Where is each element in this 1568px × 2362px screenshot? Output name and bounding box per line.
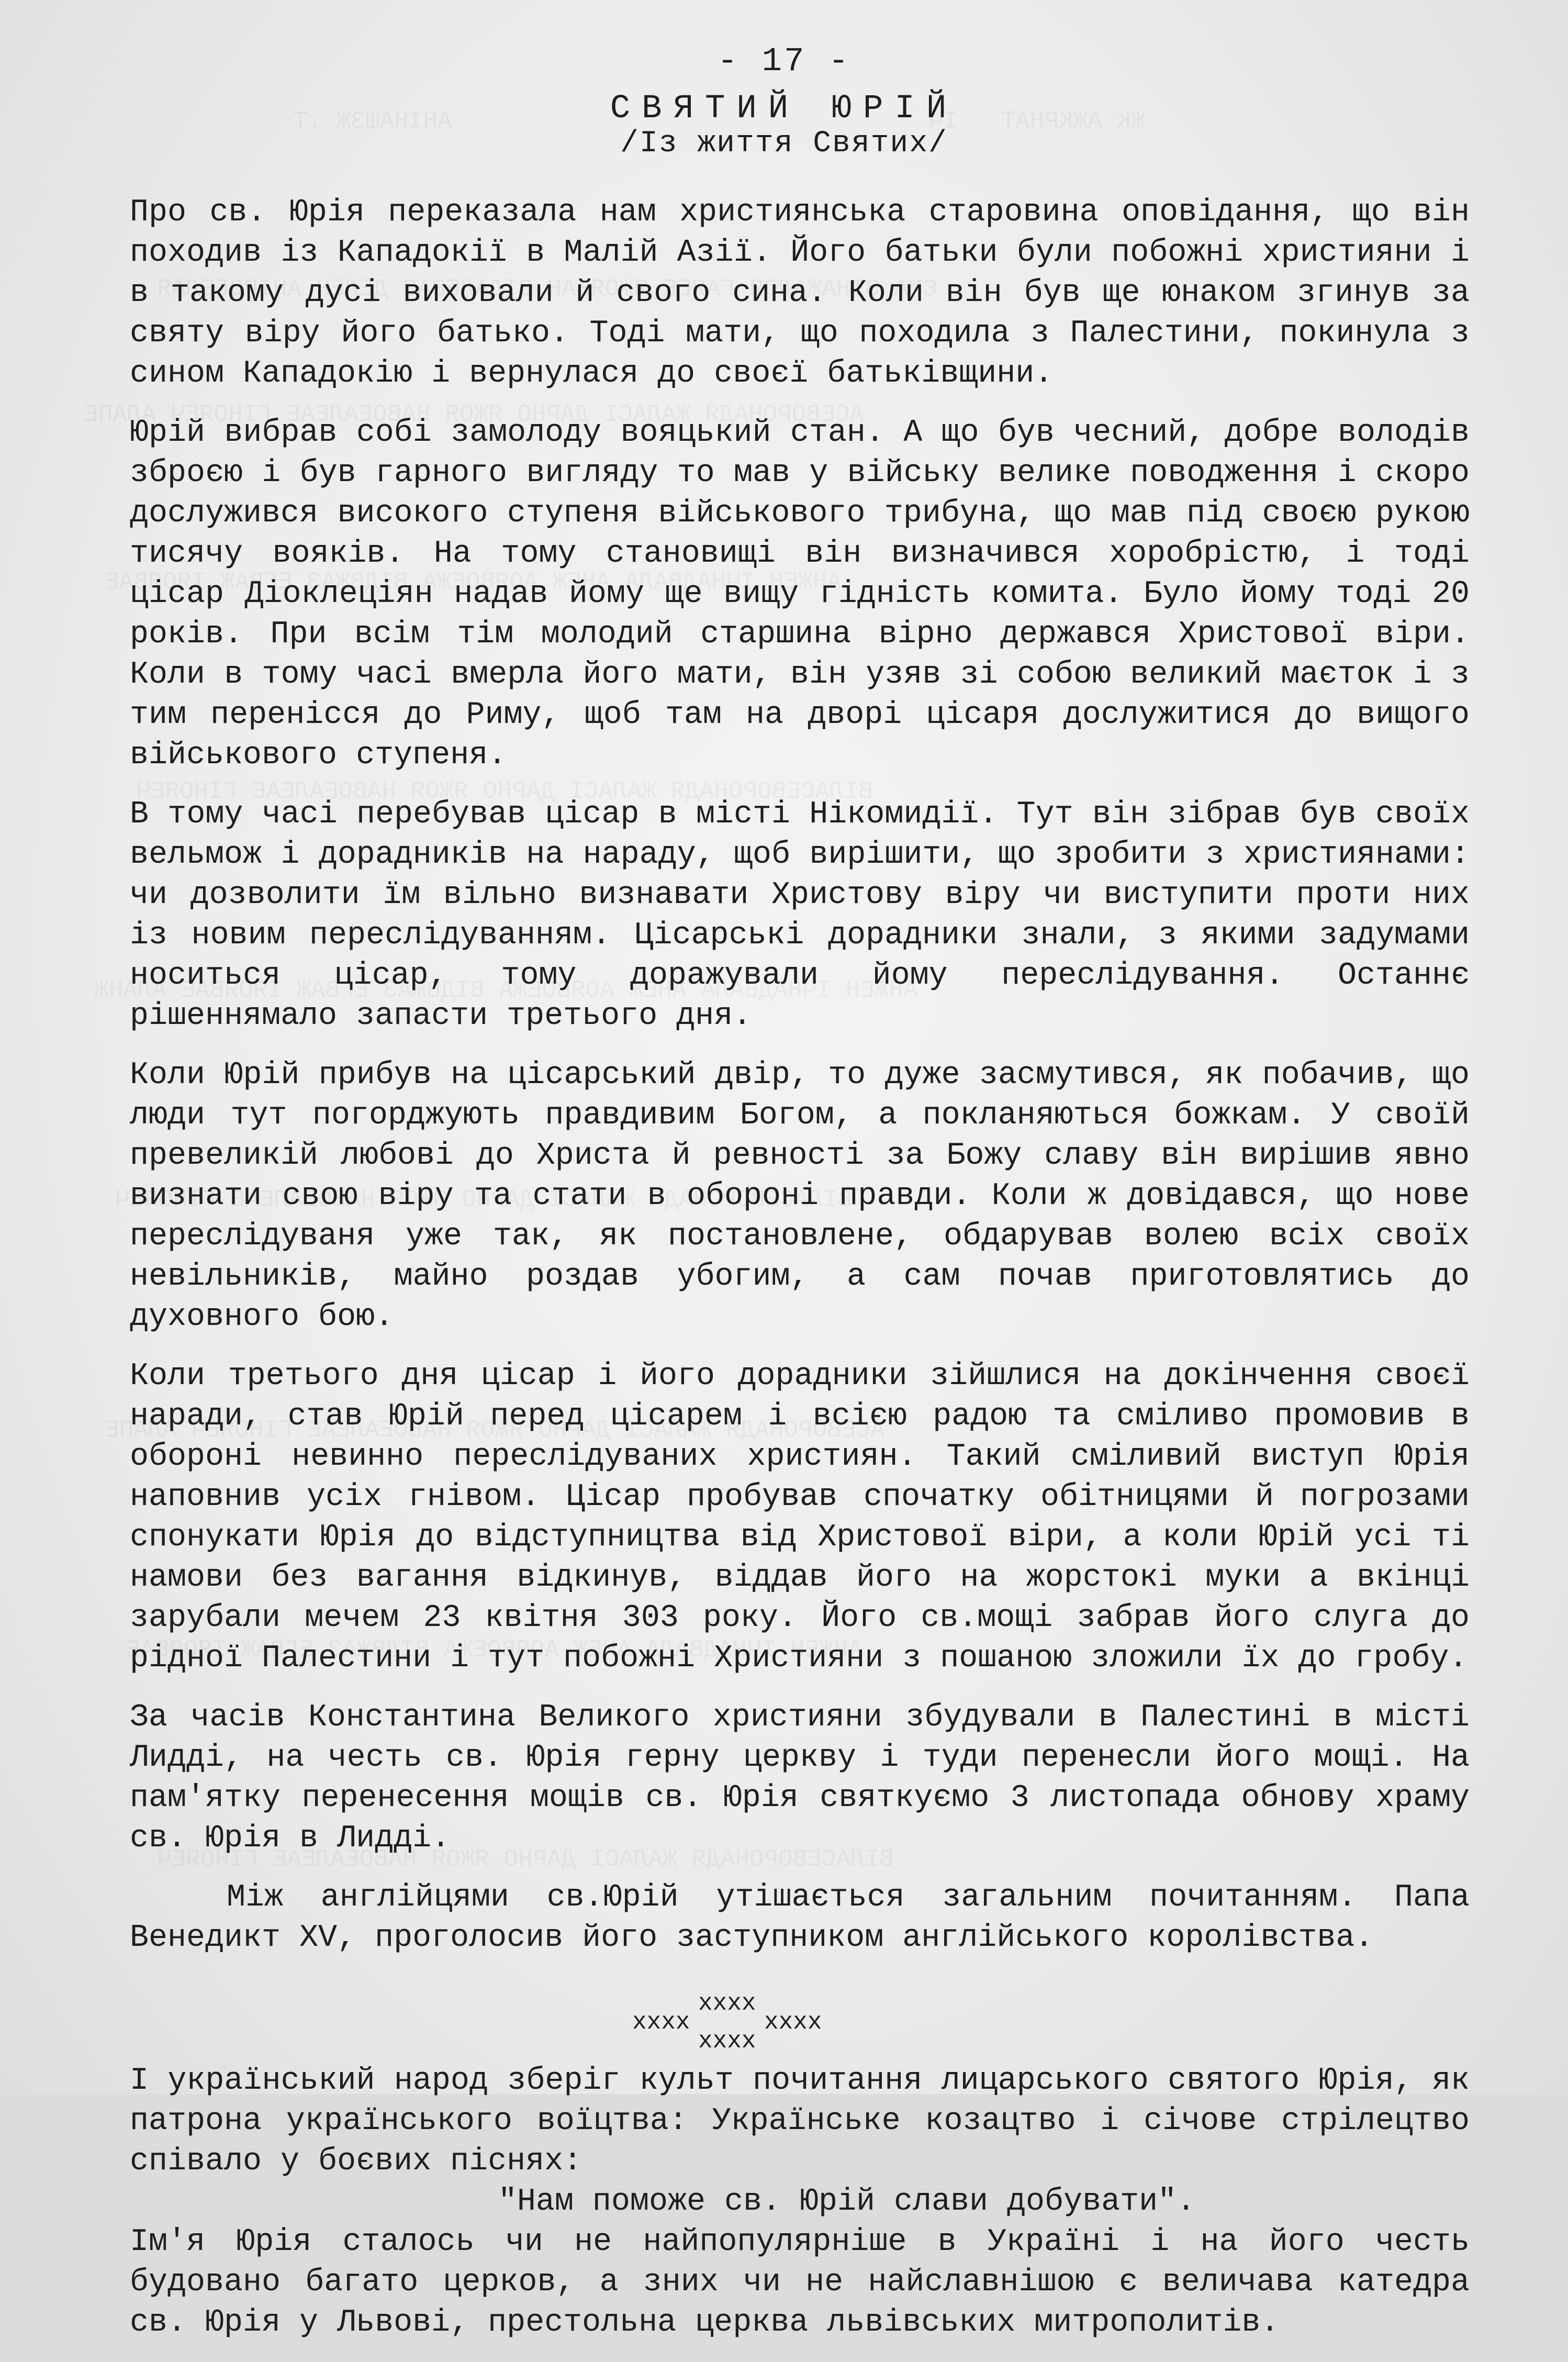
separator-top: xxxx	[698, 1990, 756, 2017]
paragraph-military-career: Юрій вибрав собі замолоду вояцький стан. А що був чесний, добре володів зброєю і був гарного вигляду то мав у війську велике поводження і скоро дослужився високого ступеня військового трибуна, що мав під своєю рукою тисячу вояків. На тому становищі він визначився хоробрістю, і тоді цісар Діоклецiян надав йому ще вищу гідність комита. Було йому тоді 20 років. При всім тім молодий старшина вірно держався Христової віри. Коли в тому часі вмерла його мати, він узяв зі собою великий маєток і з тим перенісся до Риму, щоб там на дворі цісаря дослужитися до вищого військового ступеня.	[130, 415, 1470, 773]
paragraph-england: Між англійцями св.Юрій утішається загальним почитанням. Папа Венедикт XV, проголосив його заступником англійського королівства.	[130, 1880, 1470, 1956]
paragraph-lydda-church: За часів Константина Великого християни збудували в Палестині в місті Лидді, на честь св. Юрія герну церкву і туди перенесли його мощі. На пам'ятку перенесення мощів св. Юрія святкуємо 3 листопада обнову храму св. Юрія в Лидді.	[130, 1700, 1470, 1856]
typed-separator	[130, 1977, 1470, 2055]
document-body	[130, 193, 1470, 2362]
separator-bottom: xxxx	[698, 2027, 756, 2055]
paragraph-origin: Про св. Юрія переказала нам християнська старовина оповідання, що він походив із Кападокії в Малій Азії. Його батьки були побожні християни і в такому дусі виховали й свого сина. Коли він був ще юнаком згинув за святу віру його батько. Тоді мати, що походила з Палестини, покинула з сином Кападокію і вернулася до своєї батьківщини.	[130, 195, 1470, 392]
separator-left: xxxx	[632, 2009, 690, 2036]
document-title: СВЯТИЙ ЮРІЙ	[610, 90, 958, 128]
paragraph-ukrainian-cult: І український народ зберіг культ почитання лицарського святого Юрія, як патрона українського воїцтва: Українське козацтво і січове стрілецтво співало у боєвих піснях:	[130, 2063, 1470, 2179]
song-quote: "Нам поможе св. Юрій слави добувати".	[498, 2184, 1196, 2220]
paragraph-martyrdom: Коли третього дня цісар і його дорадники зійшлися на докінчення своєї наради, став Юрій перед цісарем і всією радою та сміливо промовив в обороні невинно переслідуваних християн. Такий сміливий виступ Юрія наповнив усіх гнівом. Цісар пробував спочатку обітницями й погрозами спонукати Юрія до відступництва від Христової віри, а коли Юрій усі ті намови без вагання відкинув, віддав його на жорстокі муки а вкінці зарубали мечем 23 квітня 303 року. Його св.мощі забрав його слуга до рідної Палестини і тут побожні Християни з пошаною зложили їх до гробу.	[130, 1358, 1470, 1676]
document-subtitle: /Із життя Святих/	[620, 127, 948, 161]
page-number: - 17 -	[717, 43, 851, 81]
paragraph-nicomedia-council: В тому часі перебував цісар в місті Нікомидії. Тут він зібрав був своїх вельмож і дорадників на нараду, щоб вирішити, що зробити з християнами: чи дозволити їм вільно визнавати Христову віру чи виступити проти них із новим переслідуванням. Цісарські дорадники знали, з якими задумами носиться цісар, тому доражували йому переслідування. Останнє рішеннямало запасти третього дня.	[130, 797, 1470, 1034]
paragraph-decision: Коли Юрій прибув на цісарський двір, то дуже засмутився, як побачив, що люди тут погорджують правдивим Богом, а покланяються божкам. У своїй превеликій любові до Христа й ревності за Божу славу він вирішив явно визнати свою віру та стати в обороні правди. Коли ж довідався, що нове переслідуваня уже так, як постановлене, обдарував волею всіх своїх невільників, майно роздав убогим, а сам почав приготовлятись до духовного бою.	[130, 1057, 1470, 1335]
separator-right: xxxx	[764, 2009, 822, 2036]
paragraph-lviv-cathedral: Ім'я Юрія сталось чи не найпопулярніше в Україні і на його честь будовано багато церков, а зних чи не найславнішою є величава катедра св. Юрія у Львові, престольна церква львівських митрополитів.	[130, 2224, 1470, 2341]
